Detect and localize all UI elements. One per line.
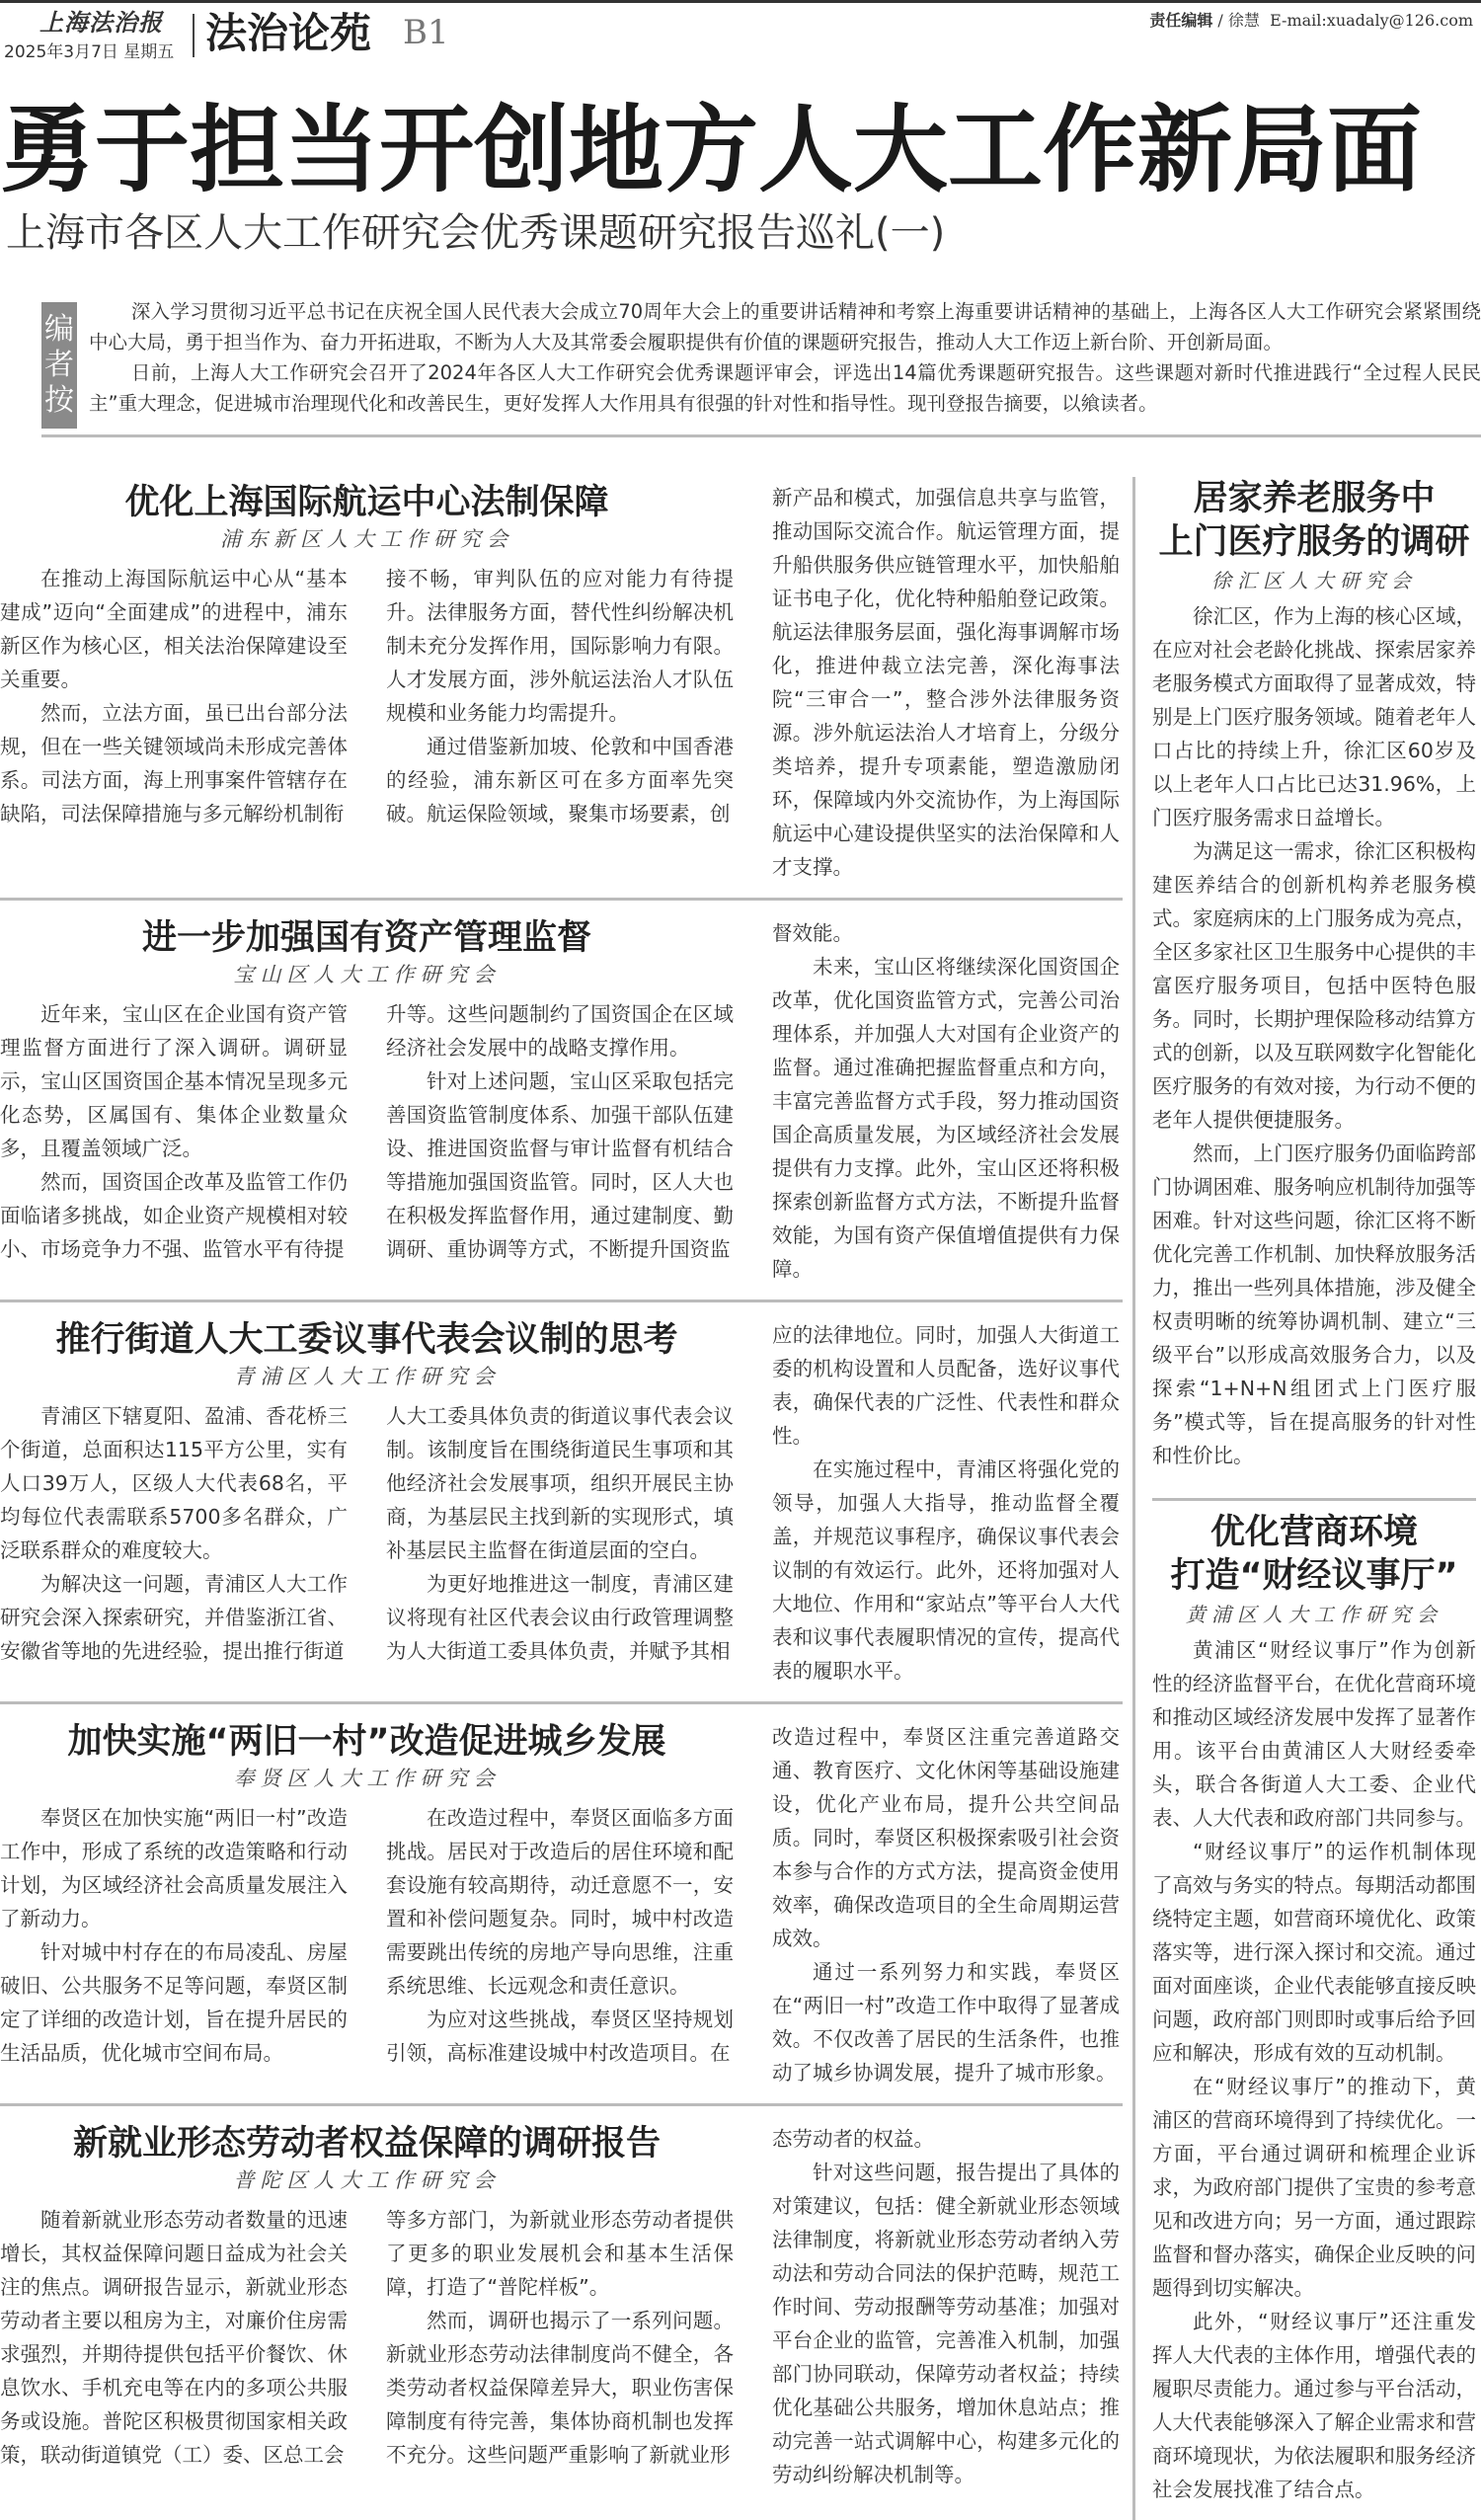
paragraph: “财经议事厅”的运作机制体现了高效与务实的特点。每期活动都围绕特定主题，如营商环境优化、政策落实等，进行深入探讨和交流。通过面对面座谈，企业代表能够直接反映问题，政府部门则即时或事后给予回应和解决，形成有效的互动机制。 [1152, 1840, 1476, 2065]
paragraph: 为应对这些挑战，奉贤区坚持规划引领，高标准建设城中村改造项目。在 [386, 2008, 734, 2065]
paragraph: 通过借鉴新加坡、伦敦和中国香港的经验，浦东新区可在多方面率先突破。航运保险领域，聚集市场要素，创 [386, 735, 734, 826]
paragraph: 为满足这一需求，徐汇区积极构建医养结合的创新机构养老服务模式。家庭病床的上门服务成为亮点，全区多家社区卫生服务中心提供的丰富医疗服务项目，包括中医特色服务。同时，长期护理保险移动结算方式的创新，以及互联网数字化智能化医疗服务的有效对接，为行动不便的老年人提供便捷服务。 [1152, 839, 1476, 1132]
paragraph: 督效能。 [772, 921, 853, 945]
page-headline: 勇于担当开创地方人大工作新局面 [0, 94, 1422, 205]
paragraph: 青浦区下辖夏阳、盈浦、香花桥三个街道，总面积达115平方公里，实有人口39万人，区级人大代表68名，平均每位代表需联系5700多名群众，广泛联系群众的难度较大。 [0, 1404, 348, 1562]
paragraph: 然而，立法方面，虽已出台部分法规，但在一些关键领域尚未形成完善体系。司法方面，海上刑事案件管辖存在缺陷，司法保障措施与多元解纷机制衔 [0, 701, 348, 826]
article [0, 912, 1123, 1302]
paragraph: 为更好地推进这一制度，青浦区建议将现有社区代表会议由行政管理调整为人大街道工委具体负责，并赋予其相 [386, 1572, 734, 1663]
side-article-title [1152, 477, 1476, 564]
article-title: 推行街道人大工委议事代表会议制的思考 [55, 1320, 678, 1360]
article-column [772, 2122, 1120, 2491]
article-title: 新就业形态劳动者权益保障的调研报告 [72, 2124, 661, 2164]
paragraph: 接不畅，审判队伍的应对能力有待提升。法律服务方面，替代性纠纷解决机制未充分发挥作用，国际影响力有限。人才发展方面，涉外航运法治人才队伍规模和业务能力均需提升。 [386, 567, 734, 725]
side-article-org: 黄浦区人大工作研究会 [1186, 1603, 1442, 1626]
article-title: 进一步加强国有资产管理监督 [141, 918, 591, 958]
editor-note [41, 296, 1481, 437]
article-title: 优化上海国际航运中心法制保障 [124, 483, 609, 522]
article-title: 加快实施“两旧一村”改造促进城乡发展 [67, 1722, 666, 1762]
article [0, 477, 1123, 901]
section-name: 法治论苑 [205, 9, 372, 57]
newspaper-logo: 上海法治报 [39, 8, 163, 37]
paragraph: 应的法律地位。同时，加强人大街道工委的机构设置和人员配备，选好议事代表，确保代表的广泛性、代表性和群众性。 [772, 1323, 1120, 1448]
article [0, 2118, 1123, 2505]
side-article-title [1152, 1511, 1476, 1598]
article-org: 宝山区人大工作研究会 [233, 963, 501, 986]
side-article-home-medical [1152, 477, 1476, 1486]
editor-note-body [89, 296, 1481, 429]
article-column [386, 562, 734, 884]
article-org: 普陀区人大工作研究会 [233, 2168, 501, 2192]
paragraph: 黄浦区“财经议事厅”作为创新性的经济监督平台，在优化营商环境和推动区域经济发展中发挥了显著作用。该平台由黄浦区人大财经委牵头，联合各街道人大工委、企业代表、人大代表和政府部门共同参与。 [1152, 1638, 1476, 1830]
paragraph: 针对城中村存在的布局凌乱、房屋破旧、公共服务不足等问题，奉贤区制定了详细的改造计划，旨在提升居民的生活品质，优化城市空间布局。 [0, 1940, 348, 2065]
paragraph: 为解决这一问题，青浦区人大工作研究会深入探索研究，并借鉴浙江省、安徽省等地的先进经验，提出推行街道 [0, 1572, 348, 1663]
article-org: 浦东新区人大工作研究会 [220, 527, 513, 551]
paragraph: 然而，调研也揭示了一系列问题。新就业形态劳动法律制度尚不健全，各类劳动者权益保障差异大，职业伤害保障制度有待完善，集体协商机制也发挥不充分。这些问题严重影响了新就业形 [386, 2309, 734, 2467]
article-column [386, 997, 734, 1286]
paragraph: 奉贤区在加快实施“两旧一村”改造工作中，形成了系统的改造策略和行动计划，为区域经济社会高质量发展注入了新动力。 [0, 1806, 348, 1930]
paragraph: 态劳动者的权益。 [772, 2127, 934, 2151]
issue-date: 2025年3月7日 星期五 [4, 42, 175, 62]
article-column [386, 1399, 734, 1688]
paragraph: 针对上述问题，宝山区采取包括完善国资监管制度体系、加强干部队伍建设、推进国资监督与审计监督有机结合等措施加强国资监管。同时，区人大也在积极发挥监督作用，通过建制度、勤调研、重协调等方式，不断提升国资监 [386, 1069, 734, 1261]
editor-note-tag: 编者按 [41, 302, 77, 429]
article-header [0, 481, 734, 562]
paragraph: 改造过程中，奉贤区注重完善道路交通、教育医疗、文化休闲等基础设施建设，优化产业布局，提升公共空间品质。同时，奉贤区积极探索吸引社会资本参与合作的方式方法，提高资金使用效率，确保改造项目的全生命周期运营成效。 [772, 1725, 1120, 1950]
article-column [386, 2203, 734, 2491]
editor-label: 责任编辑 [1149, 11, 1213, 30]
paragraph: 未来，宝山区将继续深化国资国企改革，优化国资监管方式，完善公司治理体系，并加强人大对国有企业资产的监督。通过准确把握监督重点和方向，丰富完善监督方式手段，努力推动国资国企高质量发展，为区域经济社会发展提供有力支撑。此外，宝山区还将积极探索创新监督方式方法，不断提升监督效能，为国有资产保值增值提供有力保障。 [772, 955, 1120, 1281]
title-line: 居家养老服务中 [1193, 479, 1436, 518]
article-column [0, 562, 348, 884]
paragraph: 等多方部门，为新就业形态劳动者提供了更多的职业发展机会和基本生活保障，打造了“普陀样板”。 [386, 2208, 734, 2299]
side-article-business-env [1152, 1498, 1476, 2520]
side-article-body [1152, 599, 1476, 1472]
article-column [0, 997, 348, 1286]
editor-email: E-mail:xuadaly@126.com [1270, 11, 1473, 30]
title-line: 上门医疗服务的调研 [1158, 522, 1470, 562]
title-line: 优化营商环境 [1209, 1513, 1418, 1552]
editor-info [1149, 10, 1473, 32]
main-articles [0, 477, 1135, 2520]
paragraph: 在改造过程中，奉贤区面临多方面挑战。居民对于改造后的居住环境和配套设施有较高期待，动迁意愿不一，安置和补偿问题复杂。同时，城中村改造需要跳出传统的房地产导向思维，注重系统思维、长远观念和责任意识。 [386, 1806, 734, 1998]
page-number: B1 [403, 13, 449, 52]
article-org: 青浦区人大工作研究会 [233, 1365, 501, 1388]
article-column [386, 1801, 734, 2089]
paragraph: 然而，国资国企改革及监管工作仍面临诸多挑战，如企业资产规模相对较小、市场竞争力不强、监管水平有待提 [0, 1170, 348, 1261]
paragraph: 在“财经议事厅”的推动下，黄浦区的营商环境得到了持续优化。一方面，平台通过调研和梳理企业诉求，为政府部门提供了宝贵的参考意见和改进方向；另一方面，通过跟踪监督和督办落实，确保企业反映的问题得到切实解决。 [1152, 2075, 1476, 2300]
editor-name: / 徐慧 [1217, 11, 1260, 30]
paragraph: 在实施过程中，青浦区将强化党的领导，加强人大指导，推动监督全覆盖，并规范议事程序，确保议事代表会议制的有效运行。此外，还将加强对人大地位、作用和“家站点”等平台人大代表和议事代表履职情况的宣传，提高代表的履职水平。 [772, 1457, 1120, 1683]
article-column [0, 2203, 348, 2491]
paragraph: 在推动上海国际航运中心从“基本建成”迈向“全面建成”的进程中，浦东新区作为核心区，相关法治保障建设至关重要。 [0, 567, 348, 691]
article-column [772, 1720, 1120, 2089]
article [0, 1716, 1123, 2106]
article-header [0, 916, 734, 997]
paragraph: 此外，“财经议事厅”还注重发挥人大代表的主体作用，增强代表的履职尽责能力。通过参与平台活动，人大代表能够深入了解企业需求和营商环境现状，为依法履职和服务经济社会发展找准了结合点。 [1152, 2310, 1476, 2501]
article-header [0, 2122, 734, 2203]
side-article-org: 徐汇区人大研究会 [1211, 569, 1417, 592]
paragraph: 近年来，宝山区在企业国有资产管理监督方面进行了深入调研。调研显示，宝山区国资国企基本情况呈现多元化态势，区属国有、集体企业数量众多，且覆盖领域广泛。 [0, 1002, 348, 1160]
side-column [1135, 477, 1481, 2520]
article-column [0, 1801, 348, 2089]
paragraph: 徐汇区，作为上海的核心区域，在应对社会老龄化挑战、探索居家养老服务模式方面取得了显著成效，特别是上门医疗服务领域。随着老年人口占比的持续上升，徐汇区60岁及以上老年人口占比已达31.96%，上门医疗服务需求日益增长。 [1152, 604, 1476, 829]
paragraph: 新产品和模式，加强信息共享与监管，推动国际交流合作。航运管理方面，提升船供服务供应链管理水平，加快船舶证书电子化，优化特种船舶登记政策。航运法律服务层面，强化海事调解市场化，推进仲裁立法完善，深化海事法院“三审合一”，整合涉外法律服务资源。涉外航运法治人才培育上，分级分类培养，提升专项素能，塑造激励闭环，保障域内外交流协作，为上海国际航运中心建设提供坚实的法治保障和人才支撑。 [772, 486, 1120, 879]
article-header [0, 1318, 734, 1399]
editor-note-paragraph: 日前，上海人大工作研究会召开了2024年各区人大工作研究会优秀课题评审会，评选出14篇优秀课题研究报告。这些课题对新时代推进践行“全过程人民民主”重大理念，促进城市治理现代化和改善民生，更好发挥人大作用具有很强的针对性和指导性。现刊登报告摘要，以飨读者。 [89, 361, 1481, 415]
article-column [772, 916, 1120, 1286]
article-column [772, 481, 1120, 884]
title-line: 打造“财经议事厅” [1170, 1556, 1458, 1596]
article [0, 1314, 1123, 1704]
article-org: 奉贤区人大工作研究会 [233, 1767, 501, 1790]
article-column [772, 1318, 1120, 1688]
masthead-divider [193, 14, 195, 57]
main-content [0, 477, 1481, 2520]
top-rule [0, 0, 1481, 3]
article-column [0, 1399, 348, 1688]
editor-note-paragraph: 深入学习贯彻习近平总书记在庆祝全国人民代表大会成立70周年大会上的重要讲话精神和考察上海重要讲话精神的基础上，上海各区人大工作研究会紧紧围绕中心大局，勇于担当作为、奋力开拓进取，不断为人大及其常委会履职提供有价值的课题研究报告，推动人大工作迈上新台阶、开创新局面。 [89, 300, 1481, 354]
paragraph: 针对这些问题，报告提出了具体的对策建议，包括：健全新就业形态领域法律制度，将新就业形态劳动者纳入劳动法和劳动合同法的保护范畴，规范工作时间、劳动报酬等劳动基准；加强对平台企业的监管，完善准入机制，加强部门协同联动，保障劳动者权益；持续优化基础公共服务，增加休息站点；推动完善一站式调解中心，构建多元化的劳动纠纷解决机制等。 [772, 2161, 1120, 2486]
paragraph: 升等。这些问题制约了国资国企在区域经济社会发展中的战略支撑作用。 [386, 1002, 734, 1060]
paragraph: 然而，上门医疗服务仍面临跨部门协调困难、服务响应机制待加强等困难。针对这些问题，徐汇区将不断优化完善工作机制、加快释放服务活力，推出一些列具体措施，涉及健全权责明晰的统筹协调机制、建立“三级平台”以形成高效服务合力，以及探索“1+N+N组团式上门医疗服务”模式等，旨在提高服务的针对性和性价比。 [1152, 1142, 1476, 1467]
side-article-body [1152, 1633, 1476, 2506]
page-subheadline: 上海市各区人大工作研究会优秀课题研究报告巡礼(一) [6, 210, 946, 256]
paragraph: 随着新就业形态劳动者数量的迅速增长，其权益保障问题日益成为社会关注的焦点。调研报告显示，新就业形态劳动者主要以租房为主，对廉价住房需求强烈，并期待提供包括平价餐饮、休息饮水、手机充电等在内的多项公共服务或设施。普陀区积极贯彻国家相关政策，联动街道镇党（工）委、区总工会 [0, 2208, 348, 2467]
article-header [0, 1720, 734, 1801]
paragraph: 人大工委具体负责的街道议事代表会议制。该制度旨在围绕街道民生事项和其他经济社会发展事项，组织开展民主协商，为基层民主找到新的实现形式，填补基层民主监督在街道层面的空白。 [386, 1404, 734, 1562]
paragraph: 通过一系列努力和实践，奉贤区在“两旧一村”改造工作中取得了显著成效。不仅改善了居民的生活条件，也推动了城乡协调发展，提升了城市形象。 [772, 1960, 1120, 2085]
